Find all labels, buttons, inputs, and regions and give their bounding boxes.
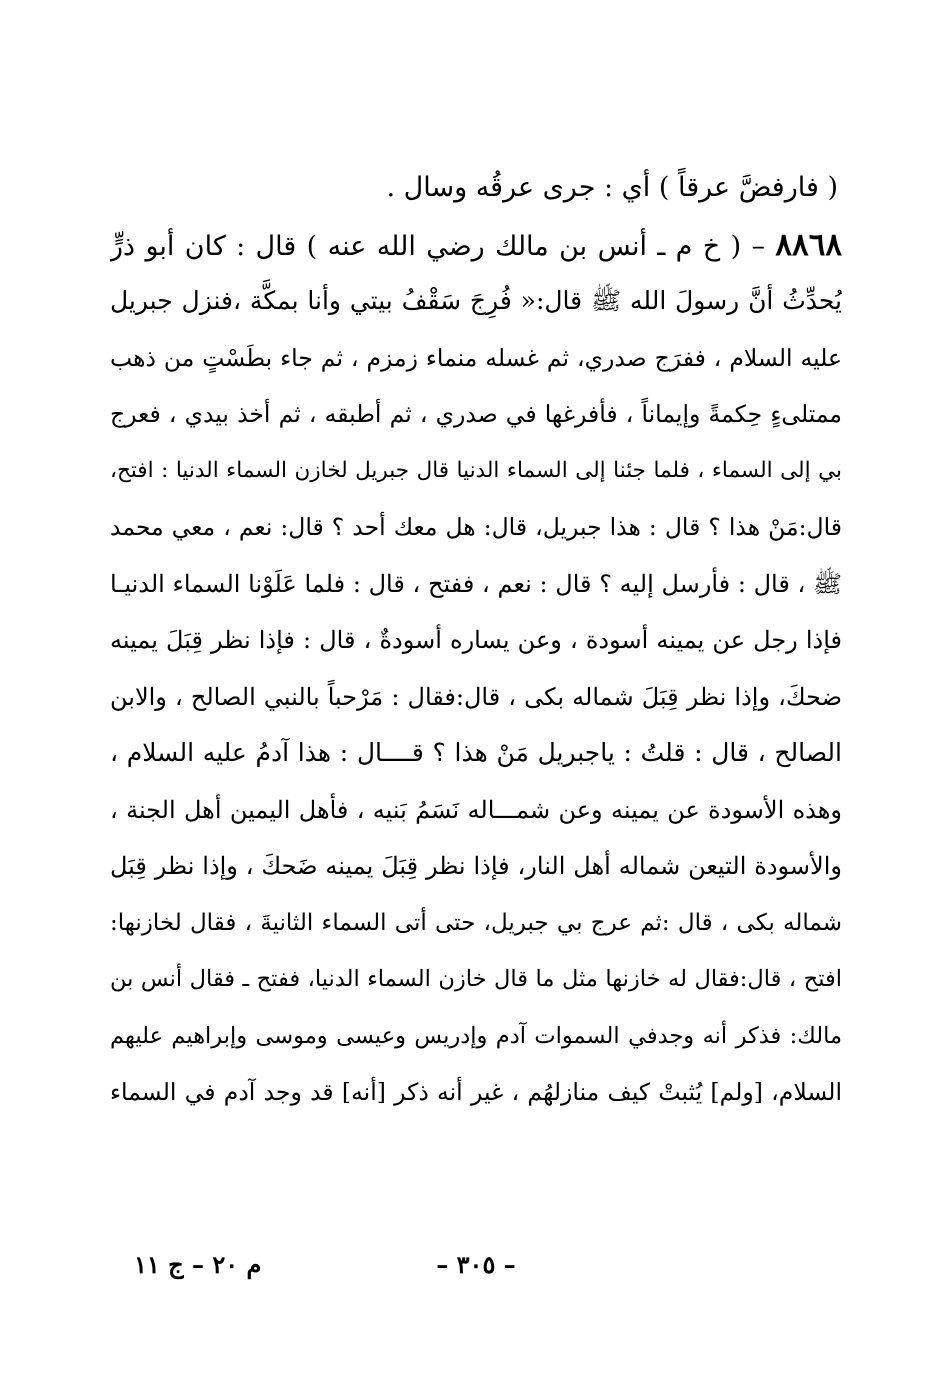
text-line: والأسودة التيعن شماله أهل النار، فإذا نظر قِبَلَ يمينه ضَحكَ ، وإذا نظر قِبَل [110,852,842,880]
text-line: ضحكَ، وإذا نظر قِبَلَ شماله بكى ، قال:فقال : مَرْحباً بالنبي الصالح ، والابن [110,682,842,711]
text-line: شماله بكى ، قال :ثم عرج بي جبريل، حتى أتى السماء الثانيةَ ، فقال لخازنها: [110,909,842,936]
text-line: يُحدِّثُ أنَّ رسولَ الله ﷺ قال:« فُرِجَ سَقْفُ بيتي وأنا بمكَّة ،فنزل جبريل [110,286,842,315]
text-line: ﷺ ، قال : فأرسل إليه ؟ قال : نعم ، ففتح ، قال : فلما عَلَوْنا السماء الدنيـا [110,569,842,598]
text-line: قال:مَنْ هذا ؟ قال : هذا جبريل، قال: هل معك أحد ؟ قال: نعم ، معي محمد [110,513,842,541]
text-line: السلام، [ولم] يُثبتْ كيف منازلهُم ، غير أنه ذكر [أنه] قد وجد آدم في السماء [110,1078,842,1106]
signature-mark: م ٢٠ – ج ١١ [134,1250,262,1279]
text-line: بي إلى السماء ، فلما جئنا إلى السماء الدنيا قال جبريل لخازن السماء الدنيا : افتح، [110,457,842,483]
text-line: ( فارفضَّ عرقاً ) أي : جرى عرقُه وسال . [386,172,838,203]
hadith-header-line [110,217,842,274]
page-footer [110,1250,842,1290]
text-line: افتح ، قال:فقال له خازنها مثل ما قال خازن السماء الدنيا، ففتح ـ فقال أنس بن [110,966,842,992]
text-line: فإذا رجل عن يمينه أسودة ، وعن يساره أسودةٌ ، قال : فإذا نظر قِبَلَ يمينه [110,626,842,654]
text-line: الصالح ، قال : قلتُ : ياجبريل مَنْ هذا ؟ قــــال : هذا آدمُ عليه السلام ، [110,738,842,767]
text-line: وهذه الأسودة عن يمينه وعن شمـــاله نَسَمُ بَنيه ، فأهل اليمين أهل الجنة ، [110,795,842,824]
body-text [110,160,842,1121]
page-number: – ٣٠٥ – [436,1250,516,1279]
text-line: مالك: فذكر أنه وجدفي السموات آدم وإدريس وعيسى وموسى وإبراهيم عليهم [110,1022,842,1049]
text-line: عليه السلام ، ففرَج صدري، ثم غسله منماء زمزم ، ثم جاء بطَسْتٍ من ذهب [110,343,842,372]
text-line: ممتلىءٍ حِكمةً وإيماناً ، فأفرغها في صدري ، ثم أطبقه ، ثم أخذ بيدي ، فعرج [110,400,842,428]
hadith-attribution: – ( خ م ـ أنس بن مالك رضي الله عنه ) قال : كان أبو ذرٍّ [110,230,765,262]
hadith-number: ٨٨٦٨ [775,226,842,263]
